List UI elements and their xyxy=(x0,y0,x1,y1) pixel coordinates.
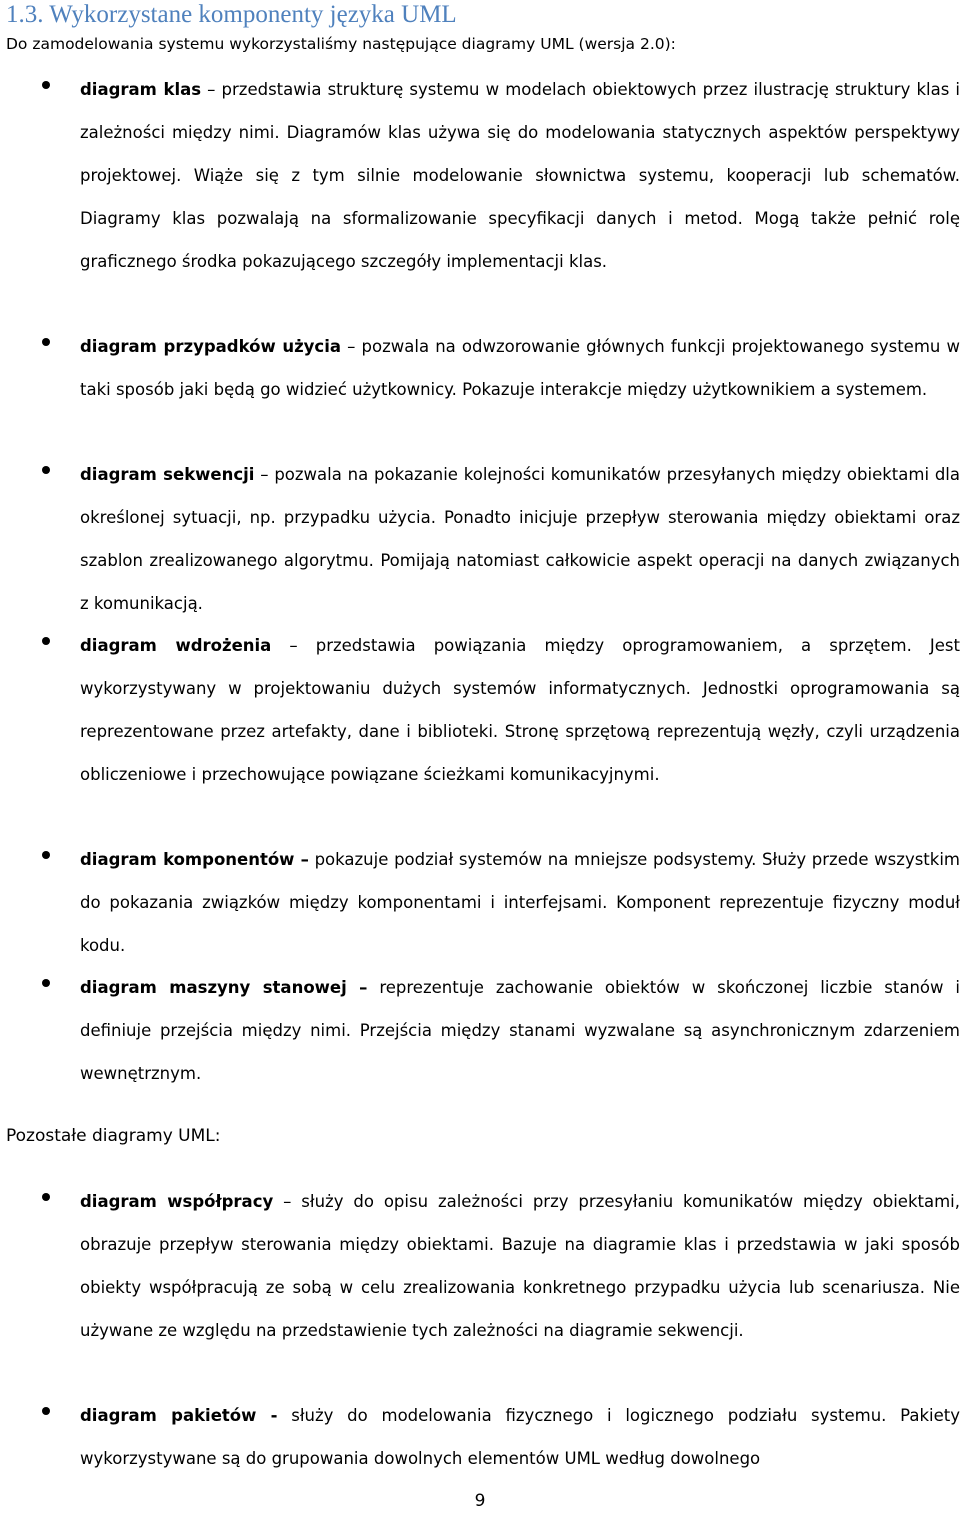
list-item-text xyxy=(80,838,960,967)
list-item-separator xyxy=(277,1406,291,1425)
list-item-text xyxy=(80,325,960,411)
list-item-text xyxy=(80,453,960,625)
page-number: 9 xyxy=(474,1491,486,1511)
bullet-icon xyxy=(42,1193,50,1201)
bullet-icon xyxy=(42,851,50,859)
list-item-term: diagram sekwencji xyxy=(80,465,255,484)
bullet-icon xyxy=(42,81,50,89)
section-heading: 1.3. Wykorzystane komponenty języka UML xyxy=(6,1,457,28)
list-item-term: diagram maszyny stanowej – xyxy=(80,978,368,997)
other-diagrams-label: Pozostałe diagramy UML: xyxy=(6,1126,221,1146)
bullet-icon xyxy=(42,637,50,645)
list-item-description: przedstawia strukturę systemu w modelach obiektowych przez ilustrację struktury klas i zależności między nimi. Diagramów klas używa się do modelowania statycznych aspektów perspektywy projektowej. Wiąże się z tym silnie modelowanie słownictwa systemu, kooperacji lub schematów. Diagramy klas pozwalają na sformalizowanie specyfikacji danych i metod. Mogą także pełnić rolę graficznego środka pokazującego szczegóły implementacji klas. xyxy=(80,80,960,271)
list-item-separator: – xyxy=(273,1192,302,1211)
list-item-term: diagram klas xyxy=(80,80,202,99)
list-item-description: reprezentuje zachowanie obiektów w skończonej liczbie stanów i definiuje przejścia między nimi. Przejścia między stanami wyzwalane są asynchronicznym zdarzeniem wewnętrznym. xyxy=(80,978,960,1083)
list-item-text xyxy=(80,1394,960,1480)
list-item-separator: – xyxy=(341,337,362,356)
list-item-description: pozwala na pokazanie kolejności komunikatów przesyłanych między obiektami dla określonej sytuacji, np. przypadku użycia. Ponadto inicjuje przepływ sterowania między obiektami oraz szablon zrealizowanego algorytmu. Pomijają natomiast całkowicie aspekt operacji na danych związanych z komunikacją. xyxy=(80,465,960,613)
list-item-description: przedstawia powiązania między oprogramowaniem, a sprzętem. Jest wykorzystywany w projektowaniu dużych systemów informatycznych. Jednostki oprogramowania są reprezentowane przez artefakty, dane i biblioteki. Stronę sprzętową reprezentują węzły, czyli urządzenia obliczeniowe i przechowujące powiązane ścieżkami komunikacyjnymi. xyxy=(80,636,960,784)
list-item-description: służy do opisu zależności przy przesyłaniu komunikatów między obiektami, obrazuje przepływ sterowania między obiektami. Bazuje na diagramie klas i przedstawia w jaki sposób obiekty współpracują ze sobą w celu zrealizowania konkretnego przypadku użycia lub scenariusza. Nie używane ze względu na przedstawienie tych zależności na diagramie sekwencji. xyxy=(80,1192,960,1340)
list-item-description: pokazuje podział systemów na mniejsze podsystemy. Służy przede wszystkim do pokazania związków między komponentami i interfejsami. Komponent reprezentuje fizyczny moduł kodu. xyxy=(80,850,960,955)
list-item-text xyxy=(80,1180,960,1352)
list-item-text xyxy=(80,68,960,283)
bullet-icon xyxy=(42,338,50,346)
list-item-term: diagram przypadków użycia xyxy=(80,337,341,356)
list-item-separator: – xyxy=(201,80,222,99)
list-item-description: pozwala na odwzorowanie głównych funkcji projektowanego systemu w taki sposób jaki będą go widzieć użytkownicy. Pokazuje interakcje między użytkownikiem a systemem. xyxy=(80,337,960,399)
list-item-term: diagram komponentów – xyxy=(80,850,309,869)
list-item-text xyxy=(80,966,960,1095)
list-item-text xyxy=(80,624,960,796)
list-item-term: diagram pakietów - xyxy=(80,1406,278,1425)
bullet-icon xyxy=(42,1407,50,1415)
list-item-separator xyxy=(367,978,379,997)
bullet-icon xyxy=(42,979,50,987)
list-item-term: diagram wdrożenia xyxy=(80,636,272,655)
list-item-description: służy do modelowania fizycznego i logicznego podziału systemu. Pakiety wykorzystywane są do grupowania dowolnych elementów UML według dowolnego xyxy=(80,1406,960,1468)
list-item-separator: – xyxy=(254,465,275,484)
intro-paragraph: Do zamodelowania systemu wykorzystaliśmy następujące diagramy UML (wersja 2.0): xyxy=(6,35,676,53)
list-item-term: diagram współpracy xyxy=(80,1192,274,1211)
bullet-icon xyxy=(42,466,50,474)
list-item-separator: – xyxy=(271,636,316,655)
